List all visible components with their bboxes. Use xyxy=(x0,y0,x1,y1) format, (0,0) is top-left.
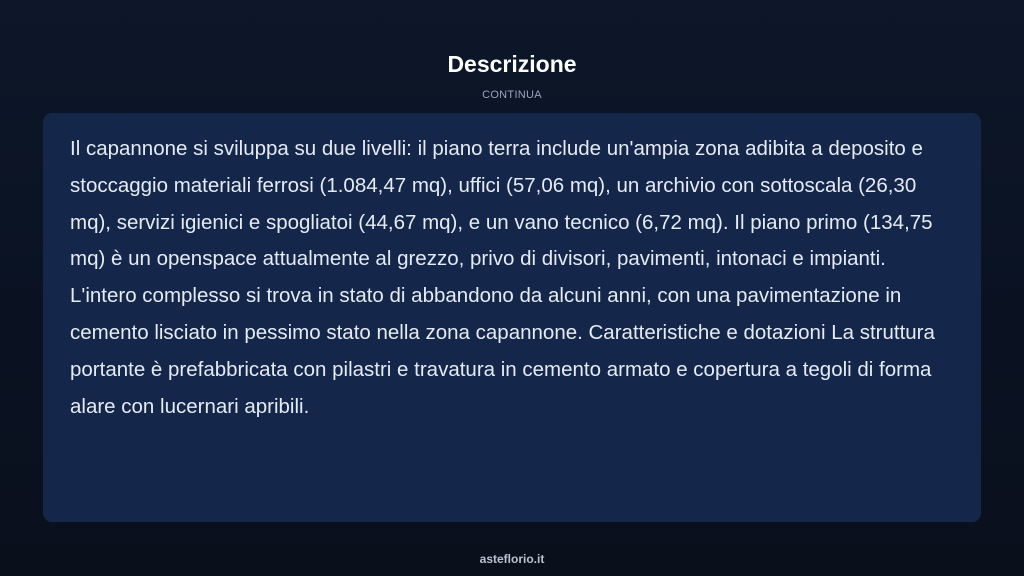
description-text: Il capannone si sviluppa su due livelli: il piano terra include un'ampia zona adibita a deposito e stoccaggio materiali ferrosi (1.084,47 mq), uffici (57,06 mq), un archivio con sottoscala (26,30 mq), servizi igienici e spogliatoi (44,67 mq), e un vano tecnico (6,72 mq). Il piano primo (134,75 mq) è un openspace attualmente al grezzo, privo di divisori, pavimenti, intonaci e impianti. L'intero complesso si trova in stato di abbandono da alcuni anni, con una pavimentazione in cemento lisciato in pessimo stato nella zona capannone. Caratteristiche e dotazioni La struttura portante è prefabbricata con pilastri e travatura in cemento armato e copertura a tegoli di forma alare con lucernari apribili. xyxy=(70,137,935,418)
page-header xyxy=(0,50,1024,103)
footer-bar xyxy=(0,543,1024,576)
page-title: Descrizione xyxy=(447,51,577,77)
description-card xyxy=(43,113,981,522)
continue-link[interactable]: CONTINUA xyxy=(482,89,542,101)
footer-brand-link[interactable]: asteflorio.it xyxy=(479,552,545,566)
